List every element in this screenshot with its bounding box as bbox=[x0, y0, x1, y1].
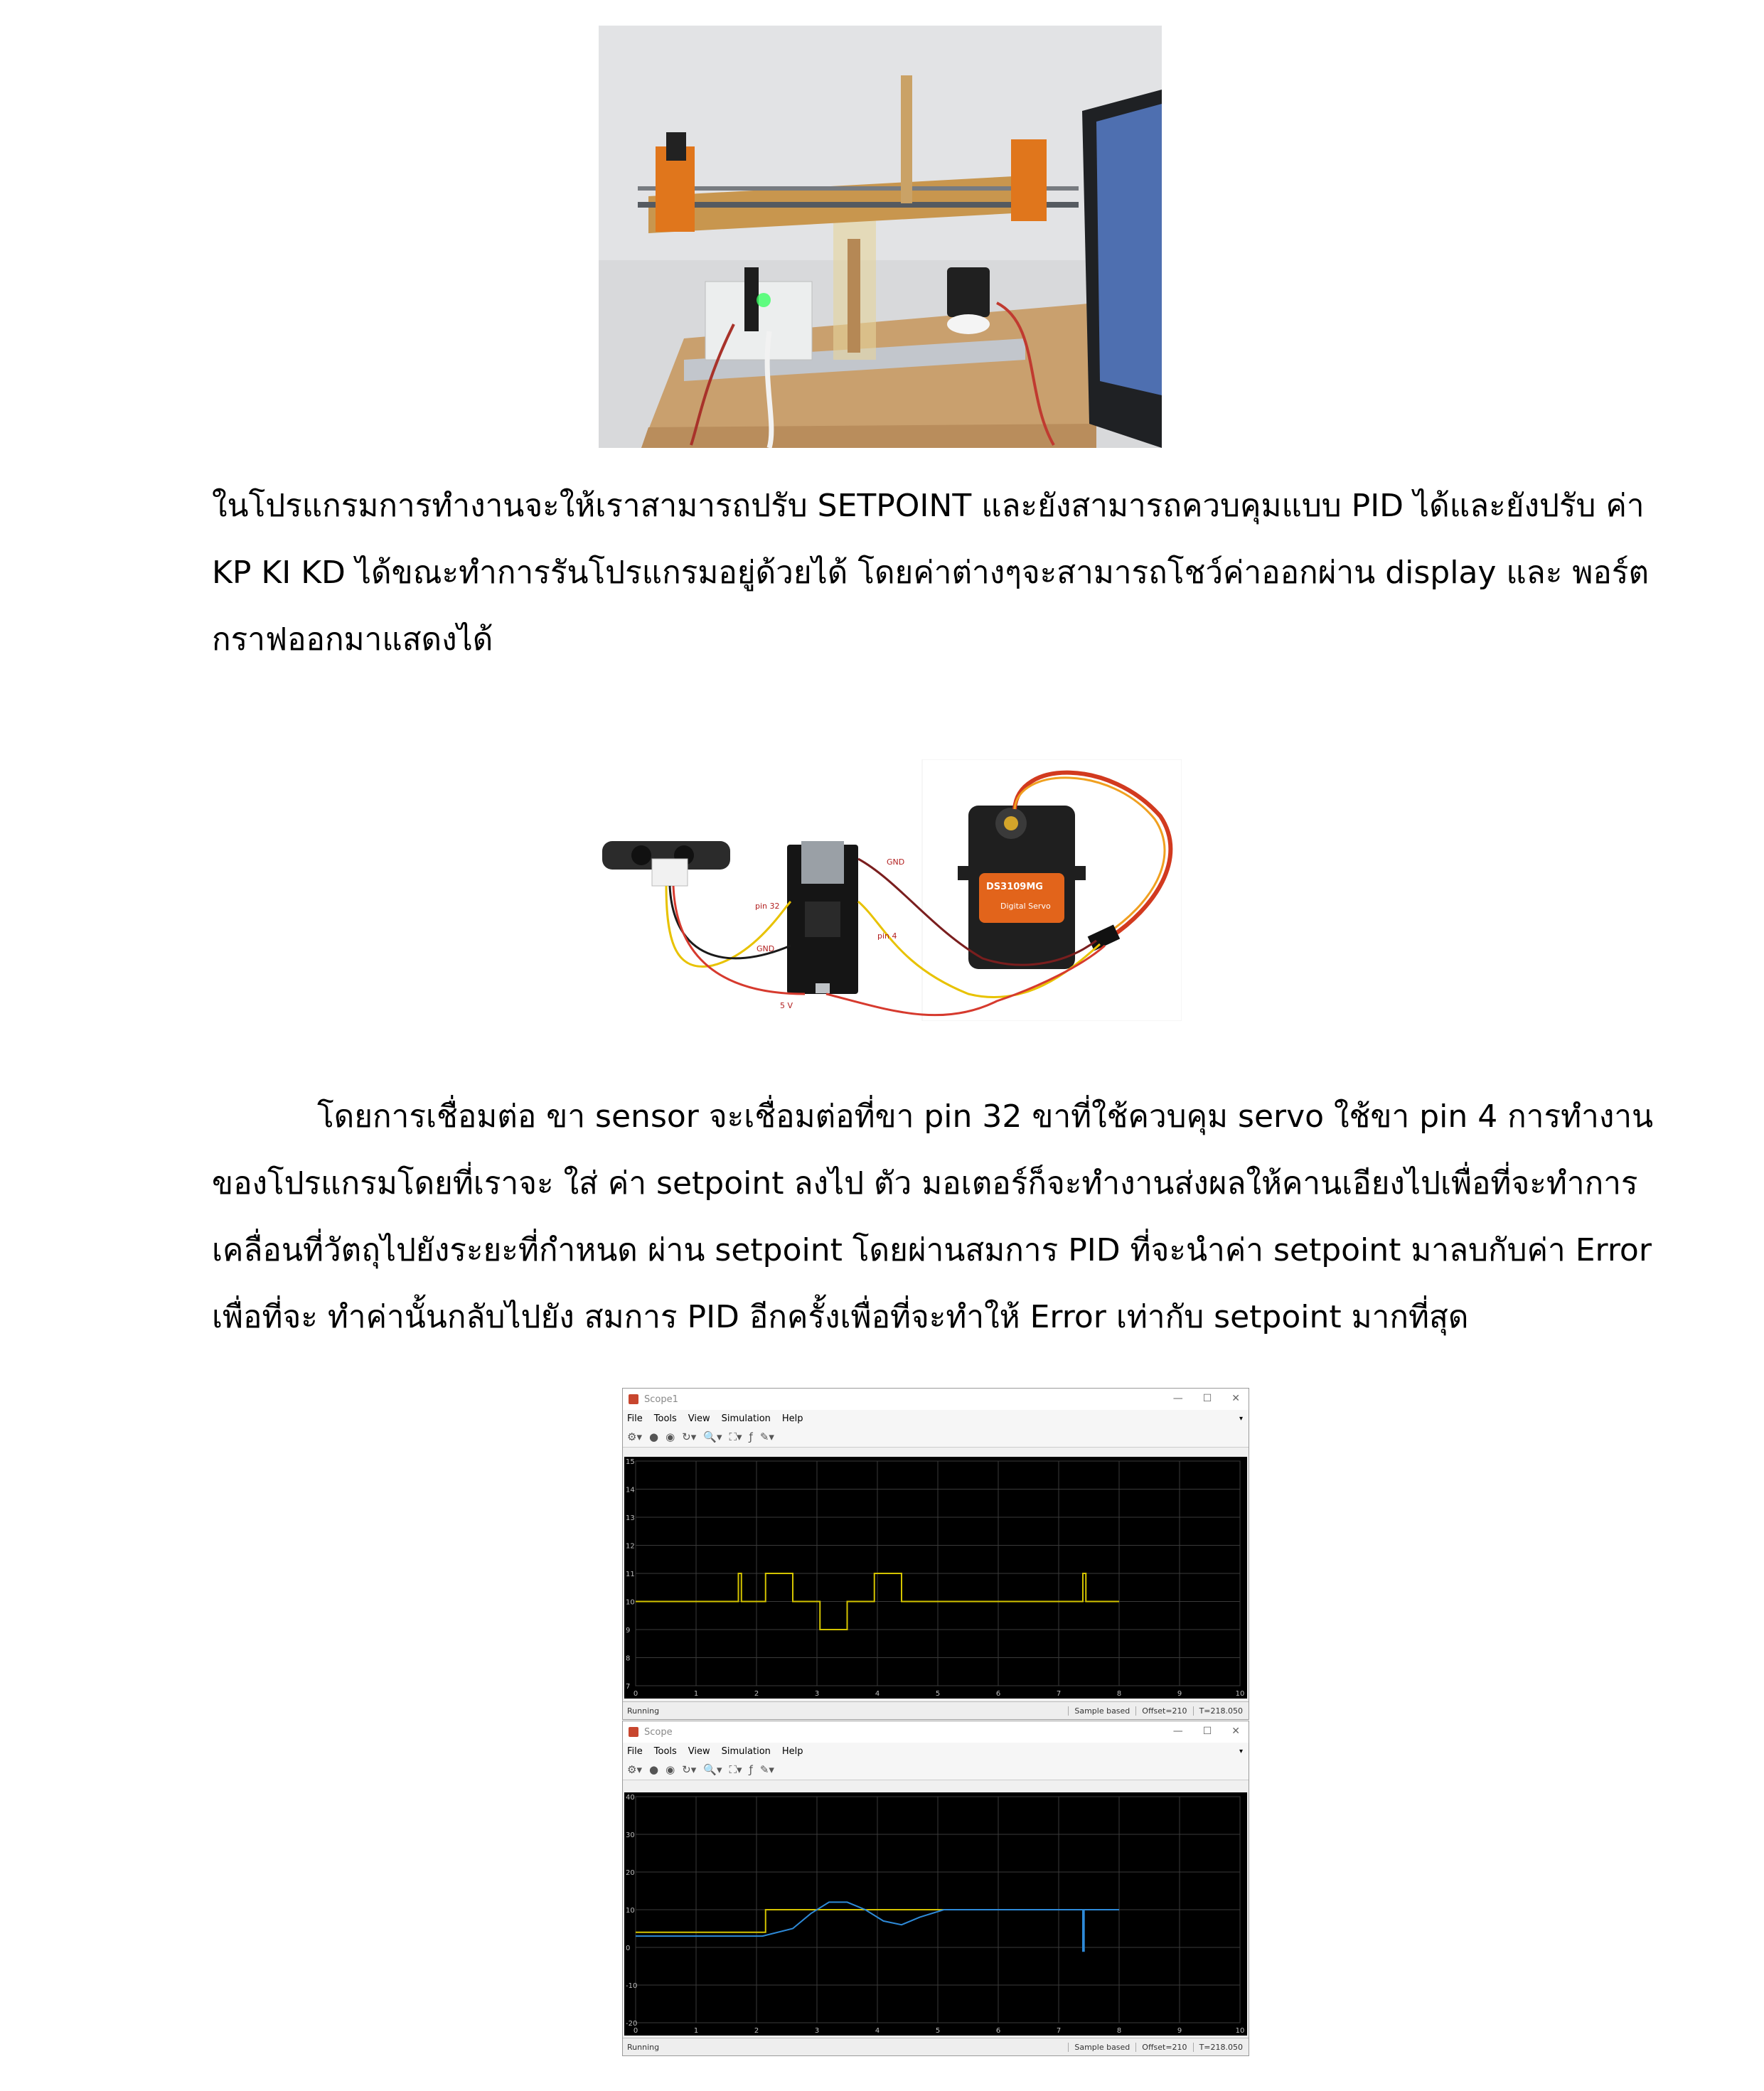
x-tick-label: 1 bbox=[693, 1690, 699, 1698]
x-tick-label: 5 bbox=[935, 2027, 941, 2035]
menu-simulation[interactable]: Simulation bbox=[721, 1413, 771, 1424]
stop-icon[interactable]: ◉ bbox=[665, 1763, 675, 1776]
menu-tools[interactable]: Tools bbox=[653, 1745, 677, 1757]
menu-simulation[interactable]: Simulation bbox=[721, 1745, 771, 1757]
scope2-title: Scope bbox=[644, 1726, 673, 1738]
x-tick-label: 7 bbox=[1056, 2027, 1062, 2035]
scope2-titlebar bbox=[623, 1721, 1249, 1743]
paragraph-line: ในโปรแกรมการทำงานจะให้เราสามารถปรับ SETPOINT และยังสามารถควบคุมแบบ PID ได้และยังปรับ ค่า bbox=[212, 488, 1645, 524]
x-tick-label: 3 bbox=[814, 1690, 820, 1698]
servo-brand-label: Digital Servo bbox=[1000, 902, 1051, 911]
fit-icon[interactable]: ⛶▾ bbox=[729, 1763, 742, 1776]
servo-model-label: DS3109MG bbox=[986, 882, 1043, 892]
wiring-diagram bbox=[599, 759, 1182, 1021]
scope1-menubar bbox=[623, 1410, 1249, 1427]
measure-icon[interactable]: ✎▾ bbox=[759, 1430, 774, 1443]
scope1-toolbar bbox=[623, 1427, 1249, 1448]
paragraph-line: กราฟออกมาแสดงได้ bbox=[212, 621, 493, 658]
ir-sensor bbox=[602, 841, 730, 886]
pin4-label: pin 4 bbox=[877, 931, 897, 941]
minimize-icon[interactable]: — bbox=[1172, 1726, 1183, 1737]
x-tick-label: 3 bbox=[814, 2027, 820, 2035]
run-icon[interactable]: ● bbox=[648, 1763, 659, 1776]
x-tick-label: 2 bbox=[754, 2027, 759, 2035]
run-icon[interactable]: ● bbox=[648, 1430, 659, 1443]
x-tick-label: 6 bbox=[995, 2027, 1001, 2035]
x-tick-label: 8 bbox=[1116, 2027, 1122, 2035]
paragraph-line: เพื่อที่จะ ทำค่านั้นกลับไปยัง สมการ PID อีกครั้งเพื่อที่จะทำให้ Error เท่ากับ setpoint มากที่สุด bbox=[212, 1299, 1469, 1335]
x-tick-label: 8 bbox=[1116, 1690, 1122, 1698]
trigger-icon[interactable]: ƒ bbox=[749, 1763, 753, 1776]
y-tick-label: -20 bbox=[626, 2020, 638, 2028]
y-tick-label: 8 bbox=[626, 1654, 631, 1663]
y-tick-label: 12 bbox=[626, 1542, 635, 1551]
status-sample-based: Sample based bbox=[1068, 1706, 1135, 1716]
scope1-titlebar bbox=[623, 1389, 1249, 1410]
pin32-label: pin 32 bbox=[755, 902, 780, 911]
menu-expand-icon[interactable]: ▾ bbox=[1239, 1414, 1243, 1423]
paragraph-line: KP KI KD ได้ขณะทำการรันโปรแกรมอยู่ด้วยได้ โดยค่าต่างๆจะสามารถโชว์ค่าออกผ่าน display และ พอร์ต bbox=[212, 555, 1650, 591]
x-tick-label: 5 bbox=[935, 1690, 941, 1698]
5v-label: 5 V bbox=[780, 1001, 793, 1010]
scope2-chart bbox=[624, 1792, 1247, 2036]
paragraph-line: ของโปรแกรมโดยที่เราจะ ใส่ ค่า setpoint ลงไป ตัว มอเตอร์ก็จะทำงานส่งผลให้คานเอียงไปเพื่อที่จะทำการ bbox=[212, 1165, 1638, 1202]
maximize-icon[interactable]: ☐ bbox=[1202, 1726, 1212, 1737]
step-icon[interactable]: ↻▾ bbox=[682, 1763, 697, 1776]
x-tick-label: 1 bbox=[693, 2027, 699, 2035]
y-tick-label: 20 bbox=[626, 1869, 635, 1877]
x-tick-label: 4 bbox=[875, 2027, 880, 2035]
esp32-board bbox=[787, 841, 858, 994]
close-icon[interactable]: ✕ bbox=[1231, 1726, 1240, 1737]
menu-file[interactable]: File bbox=[627, 1745, 643, 1757]
paragraph-line: โดยการเชื่อมต่อ ขา sensor จะเชื่อมต่อที่ขา pin 32 ขาที่ใช้ควบคุม servo ใช้ขา pin 4 การทำงาน bbox=[317, 1098, 1654, 1135]
measure-icon[interactable]: ✎▾ bbox=[759, 1763, 774, 1776]
gnd-left-label: GND bbox=[757, 944, 775, 953]
x-tick-label: 2 bbox=[754, 1690, 759, 1698]
menu-tools[interactable]: Tools bbox=[653, 1413, 677, 1424]
gnd-top-label: GND bbox=[887, 857, 905, 867]
status-time: T=218.050 bbox=[1193, 2043, 1249, 2052]
paragraph-line: เคลื่อนที่วัตถุไปยังระยะที่กำหนด ผ่าน setpoint โดยผ่านสมการ PID ที่จะนำค่า setpoint มาลบกับค่า Error bbox=[212, 1232, 1652, 1268]
status-offset: Offset=210 bbox=[1135, 1706, 1192, 1716]
menu-file[interactable]: File bbox=[627, 1413, 643, 1424]
x-tick-label: 9 bbox=[1177, 2027, 1182, 2035]
minimize-icon[interactable]: — bbox=[1172, 1393, 1183, 1404]
scope2-plot bbox=[624, 1792, 1247, 2036]
x-tick-label: 0 bbox=[633, 1690, 638, 1698]
x-tick-label: 10 bbox=[1235, 2027, 1245, 2035]
status-sample-based: Sample based bbox=[1068, 2043, 1135, 2052]
x-tick-label: 4 bbox=[875, 1690, 880, 1698]
menu-help[interactable]: Help bbox=[781, 1745, 803, 1757]
zoom-icon[interactable]: 🔍▾ bbox=[703, 1430, 722, 1443]
close-icon[interactable]: ✕ bbox=[1231, 1393, 1240, 1404]
x-tick-label: 10 bbox=[1235, 1690, 1245, 1698]
wiring-description-paragraph bbox=[212, 1084, 1654, 1351]
stop-icon[interactable]: ◉ bbox=[665, 1430, 675, 1443]
status-running: Running bbox=[627, 2042, 660, 2052]
y-tick-label: 11 bbox=[626, 1571, 635, 1578]
y-tick-label: 14 bbox=[626, 1486, 635, 1494]
ball-beam-photo-illustration bbox=[599, 26, 1162, 448]
menu-help[interactable]: Help bbox=[781, 1413, 803, 1424]
vcc-wire-sensor bbox=[673, 886, 805, 994]
y-tick-label: 0 bbox=[626, 1945, 631, 1952]
y-tick-label: 7 bbox=[626, 1683, 631, 1691]
scope1-chart bbox=[624, 1457, 1247, 1699]
y-tick-label: 30 bbox=[626, 1831, 635, 1839]
maximize-icon[interactable]: ☐ bbox=[1202, 1393, 1212, 1404]
scope2-toolbar bbox=[623, 1760, 1249, 1780]
scope2-window bbox=[622, 1721, 1249, 2056]
intro-paragraph bbox=[212, 473, 1650, 673]
x-tick-label: 9 bbox=[1177, 1690, 1182, 1698]
x-tick-label: 0 bbox=[633, 2027, 638, 2035]
scope1-plot bbox=[624, 1457, 1247, 1699]
fit-icon[interactable]: ⛶▾ bbox=[729, 1430, 742, 1443]
y-tick-label: 9 bbox=[626, 1627, 631, 1635]
matlab-icon bbox=[629, 1727, 638, 1737]
y-tick-label: -10 bbox=[626, 1982, 638, 1990]
zoom-icon[interactable]: 🔍▾ bbox=[703, 1763, 722, 1776]
step-icon[interactable]: ↻▾ bbox=[682, 1430, 697, 1443]
status-time: T=218.050 bbox=[1193, 1706, 1249, 1716]
x-tick-label: 7 bbox=[1056, 1690, 1062, 1698]
y-tick-label: 10 bbox=[626, 1598, 635, 1607]
menu-view[interactable]: View bbox=[688, 1413, 710, 1424]
scope2-menubar bbox=[623, 1743, 1249, 1760]
y-tick-label: 10 bbox=[626, 1907, 635, 1915]
settings-icon[interactable]: ⚙▾ bbox=[627, 1763, 642, 1776]
scope2-statusbar bbox=[623, 2038, 1249, 2055]
status-offset: Offset=210 bbox=[1135, 2043, 1192, 2052]
y-tick-label: 40 bbox=[626, 1794, 635, 1802]
signal-wire-sensor bbox=[666, 886, 791, 967]
settings-icon[interactable]: ⚙▾ bbox=[627, 1430, 642, 1443]
menu-view[interactable]: View bbox=[688, 1745, 710, 1757]
y-tick-label: 15 bbox=[626, 1458, 635, 1466]
status-running: Running bbox=[627, 1706, 660, 1716]
trigger-icon[interactable]: ƒ bbox=[749, 1430, 753, 1443]
y-tick-label: 13 bbox=[626, 1514, 635, 1522]
scope1-title: Scope1 bbox=[644, 1394, 678, 1405]
scope1-statusbar bbox=[623, 1701, 1249, 1719]
ball-beam-photo bbox=[599, 26, 1162, 448]
x-tick-label: 6 bbox=[995, 1690, 1001, 1698]
scope1-window bbox=[622, 1388, 1249, 1720]
menu-expand-icon[interactable]: ▾ bbox=[1239, 1747, 1243, 1755]
servo-motor bbox=[958, 806, 1086, 969]
matlab-icon bbox=[629, 1394, 638, 1404]
wiring-diagram-svg bbox=[599, 759, 1182, 1021]
